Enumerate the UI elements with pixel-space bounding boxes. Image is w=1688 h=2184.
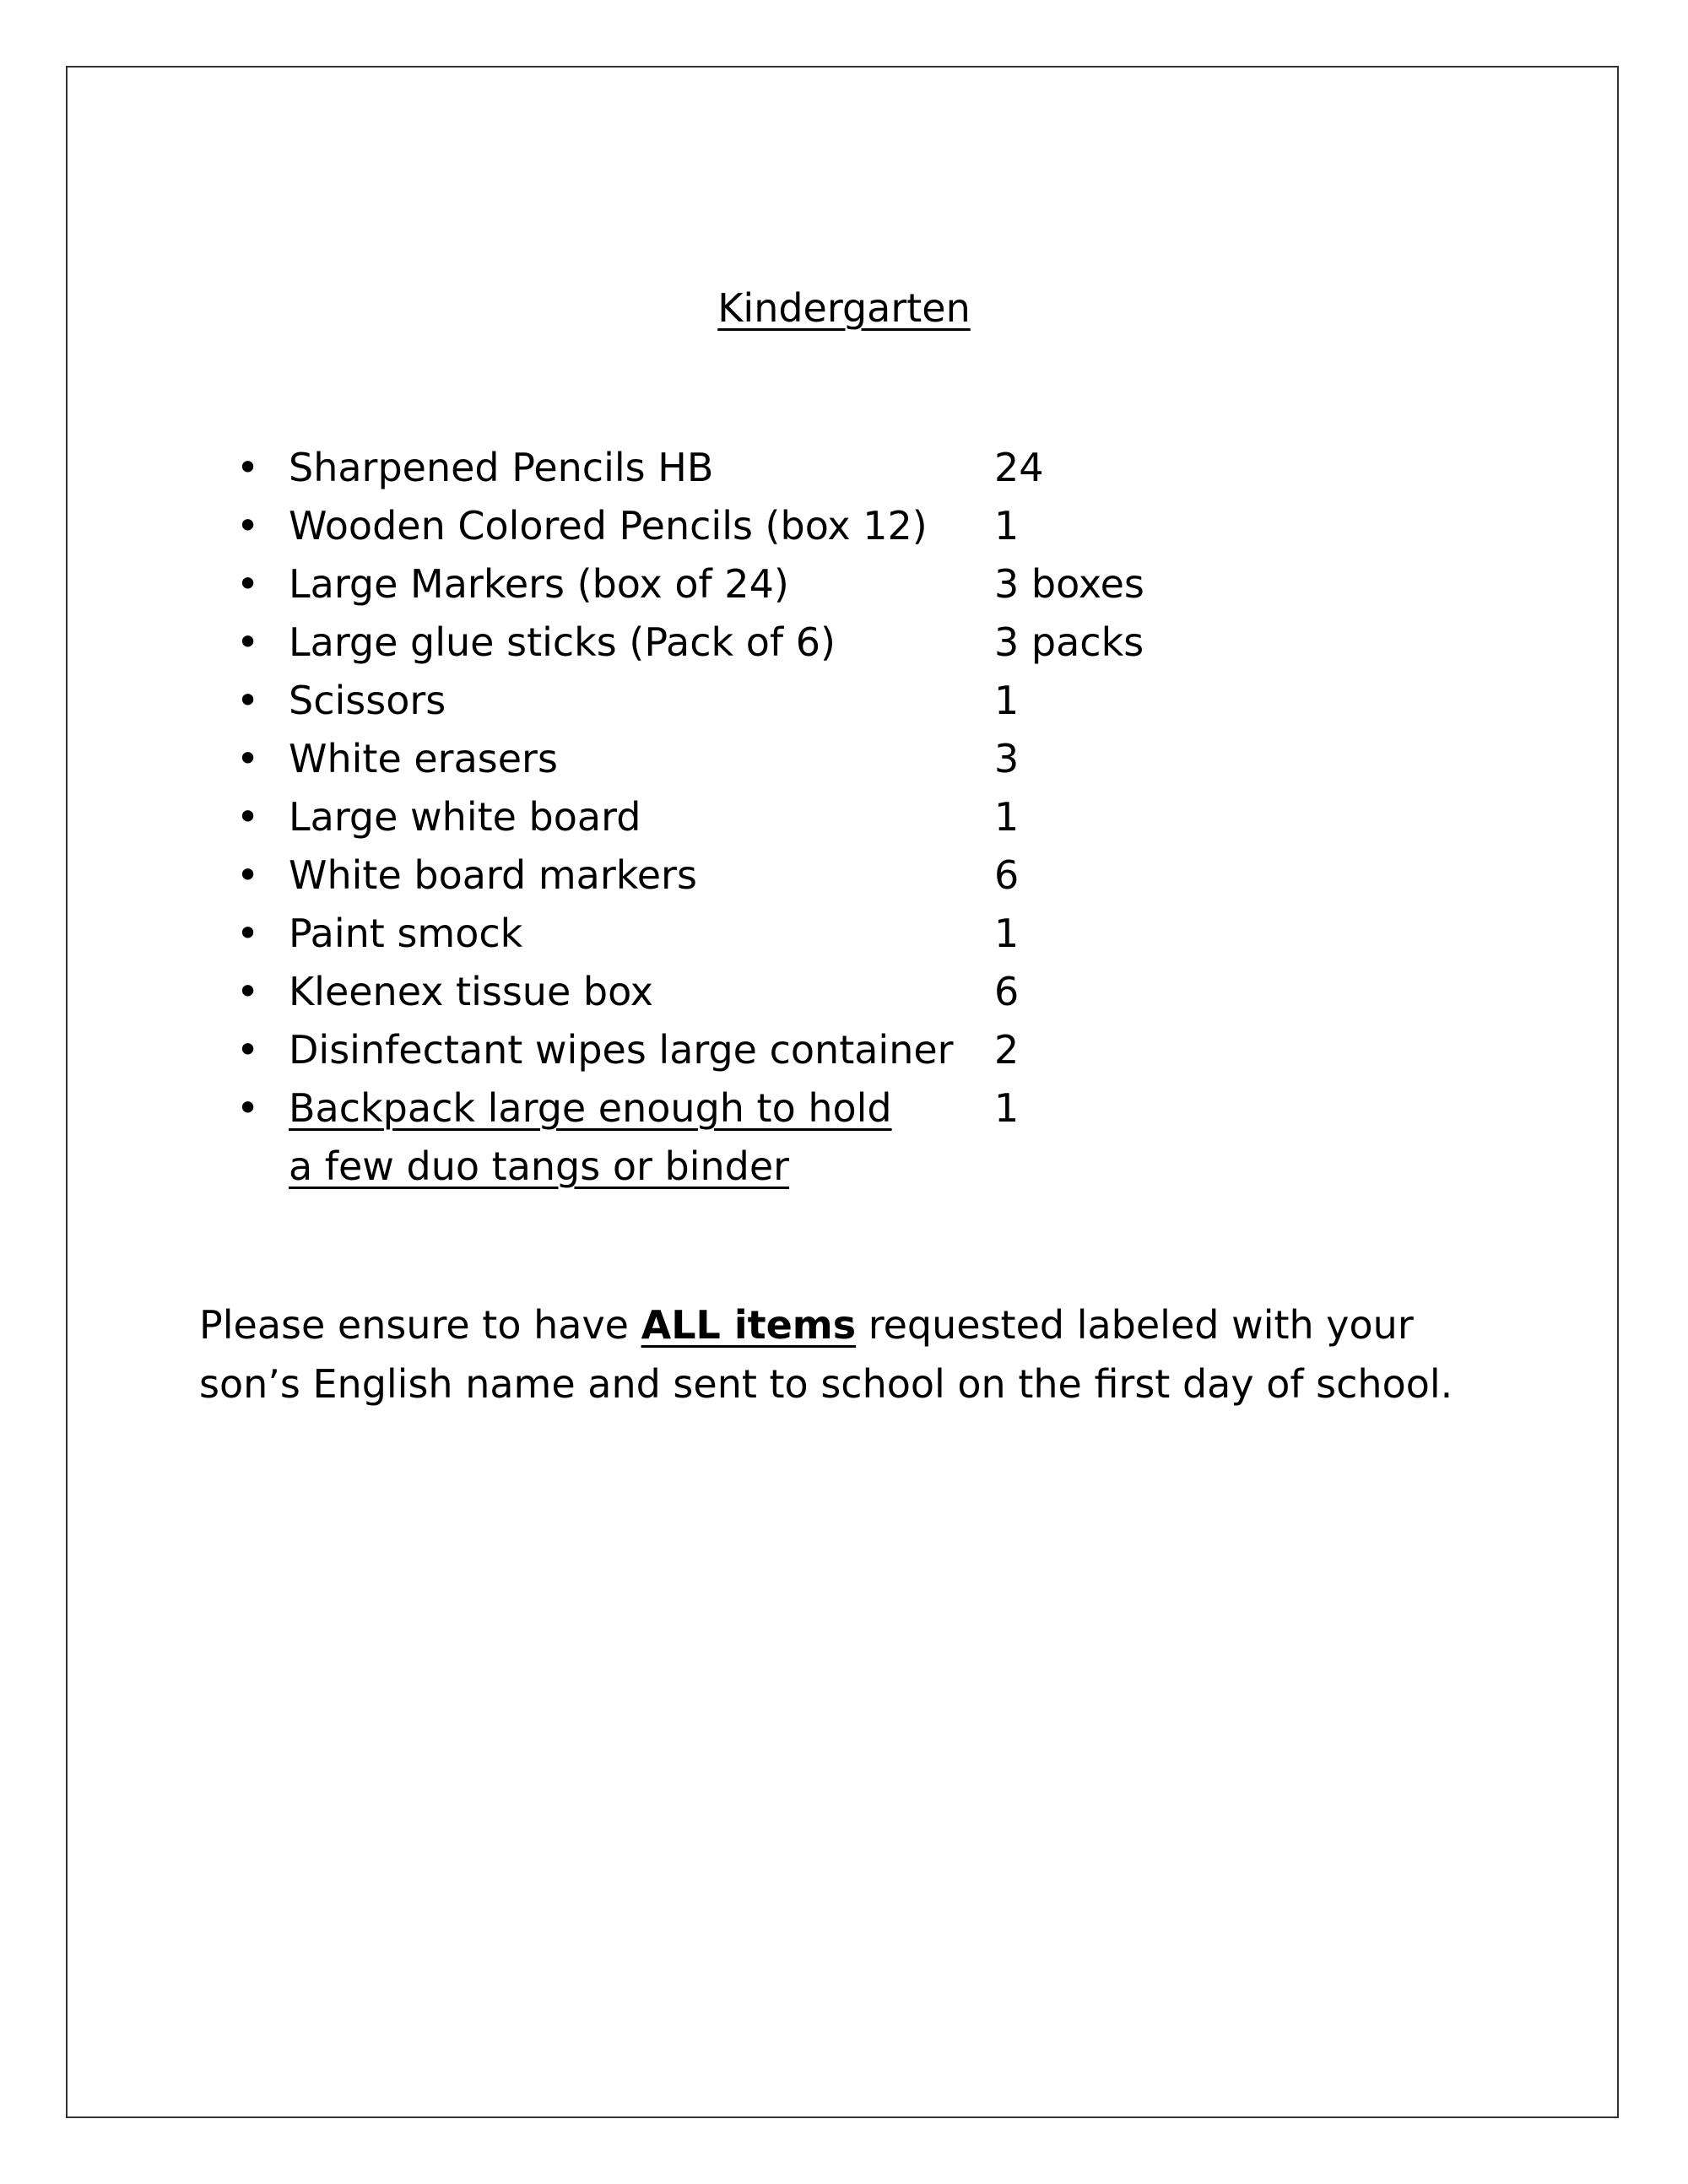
list-item [236,905,1334,963]
item-name: Paint smock [289,911,523,956]
note-text-start: Please ensure to have [199,1302,641,1348]
item-quantity: 1 [994,911,1020,956]
bullet-icon: • [236,678,260,723]
item-quantity: 3 packs [994,619,1144,665]
supply-list [236,439,1334,1196]
bullet-icon: • [236,1027,260,1073]
list-item [236,963,1334,1021]
item-quantity: 1 [994,794,1020,840]
list-item [236,730,1334,788]
bullet-icon: • [236,503,260,549]
list-item [236,614,1334,672]
item-name: Kleenex tissue box [289,969,654,1014]
item-quantity: 6 [994,969,1020,1014]
item-name: Large glue sticks (Pack of 6) [289,619,836,665]
item-name: Disinfectant wipes large container [289,1027,954,1073]
note-text-end: requested labeled with your son’s English name and sent to school on the first day of school. [199,1302,1453,1407]
item-quantity: 3 boxes [994,561,1144,607]
item-name: Backpack large enough to hold [289,1085,892,1131]
item-quantity: 1 [994,678,1020,723]
item-name: White erasers [289,736,558,781]
bullet-icon: • [236,736,260,781]
list-item [236,1079,1334,1138]
item-quantity [994,1138,1334,1196]
bullet-icon: • [236,969,260,1014]
item-name: Sharpened Pencils HB [289,445,714,490]
bullet-spacer [236,1138,289,1196]
list-item [236,497,1334,555]
bullet-icon: • [236,794,260,840]
note-emphasis: ALL items [641,1302,857,1348]
item-name: White board markers [289,852,697,898]
item-quantity: 24 [994,445,1044,490]
list-item [236,846,1334,905]
list-item [236,672,1334,730]
item-name-continuation: a few duo tangs or binder [289,1143,790,1189]
item-quantity: 2 [994,1027,1020,1073]
bullet-icon: • [236,619,260,665]
bullet-icon: • [236,911,260,956]
item-name: Scissors [289,678,446,723]
bullet-icon: • [236,1085,260,1131]
item-quantity: 1 [994,1085,1020,1131]
item-quantity: 1 [994,503,1020,549]
page-title [0,278,1688,338]
bullet-icon: • [236,445,260,490]
bullet-icon: • [236,561,260,607]
list-item [236,439,1334,497]
list-item [236,1021,1334,1079]
item-name: Large white board [289,794,641,840]
list-item [236,555,1334,614]
item-name: Large Markers (box of 24) [289,561,789,607]
item-quantity: 3 [994,736,1020,781]
instructions-note [199,1295,1516,1414]
bullet-icon: • [236,852,260,898]
list-item [236,788,1334,846]
item-quantity: 6 [994,852,1020,898]
item-name: Wooden Colored Pencils (box 12) [289,503,928,549]
list-item-continuation [236,1138,1334,1196]
page-title-text: Kindergarten [717,285,971,331]
